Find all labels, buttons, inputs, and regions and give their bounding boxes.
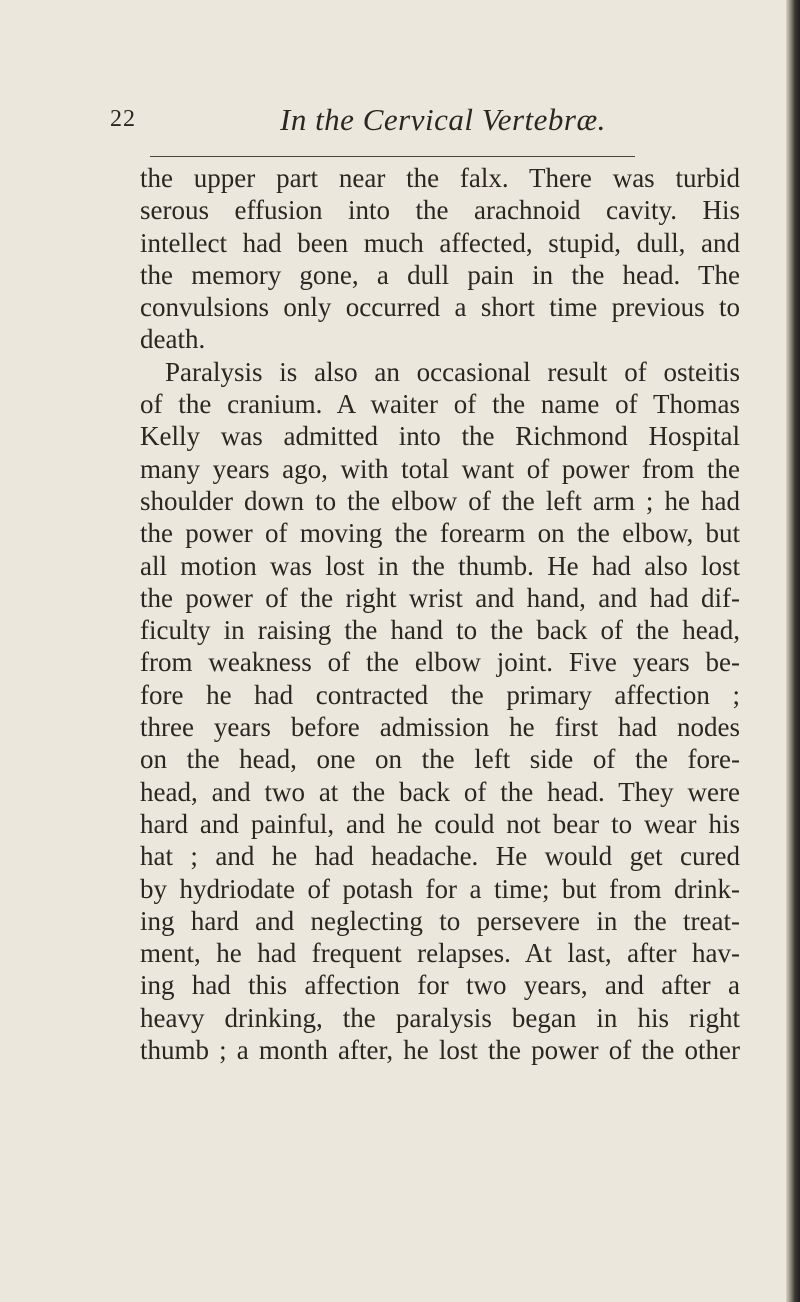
page-number: 22 — [110, 106, 136, 132]
text-line: hat ; and he had headache. He would get cured — [140, 841, 740, 872]
text-line: Paralysis is also an occasional result of osteitis — [165, 356, 740, 387]
text-line: serous effusion into the arachnoid cavity. His — [140, 195, 740, 226]
page-edge-shadow — [786, 0, 800, 1302]
text-line: thumb ; a month after, he lost the power of the other — [140, 1035, 740, 1066]
text-line: all motion was lost in the thumb. He had also lost — [140, 550, 740, 581]
page-header — [110, 102, 750, 142]
text-line: ing hard and neglecting to persevere in the treat- — [140, 905, 740, 936]
text-line: the upper part near the falx. There was turbid — [140, 163, 740, 193]
body-text — [140, 162, 740, 1066]
text-line: heavy drinking, the paralysis began in his right — [140, 1002, 740, 1033]
text-line: many years ago, with total want of power from the — [140, 453, 740, 484]
text-line: hard and painful, and he could not bear to wear his — [140, 808, 740, 839]
text-line: ficulty in raising the hand to the back of the head, — [140, 615, 740, 646]
text-line: ing had this affection for two years, and after a — [140, 970, 740, 1001]
text-line: three years before admission he first had nodes — [140, 712, 740, 743]
header-rule — [150, 156, 635, 157]
text-line: of the cranium. A waiter of the name of Thomas — [140, 389, 740, 420]
text-line: ment, he had frequent relapses. At last, after hav- — [140, 938, 740, 969]
text-line: Kelly was admitted into the Richmond Hospital — [140, 421, 740, 452]
text-line: by hydriodate of potash for a time; but from drink- — [140, 873, 740, 904]
running-head: In the Cervical Vertebræ. — [280, 102, 606, 137]
text-line: on the head, one on the left side of the fore- — [140, 744, 740, 775]
text-line: from weakness of the elbow joint. Five years be- — [140, 647, 740, 678]
text-line: the power of the right wrist and hand, and had dif- — [140, 582, 740, 613]
text-line: the memory gone, a dull pain in the head. The — [140, 259, 740, 290]
text-line: intellect had been much affected, stupid, dull, and — [140, 227, 740, 258]
text-line: fore he had contracted the primary affection ; — [140, 679, 740, 710]
text-line: the power of moving the forearm on the elbow, but — [140, 518, 740, 549]
text-line: shoulder down to the elbow of the left arm ; he had — [140, 485, 740, 516]
text-line: death. — [140, 324, 206, 355]
text-line: head, and two at the back of the head. They were — [140, 776, 740, 807]
text-line: convulsions only occurred a short time previous to — [140, 292, 740, 323]
